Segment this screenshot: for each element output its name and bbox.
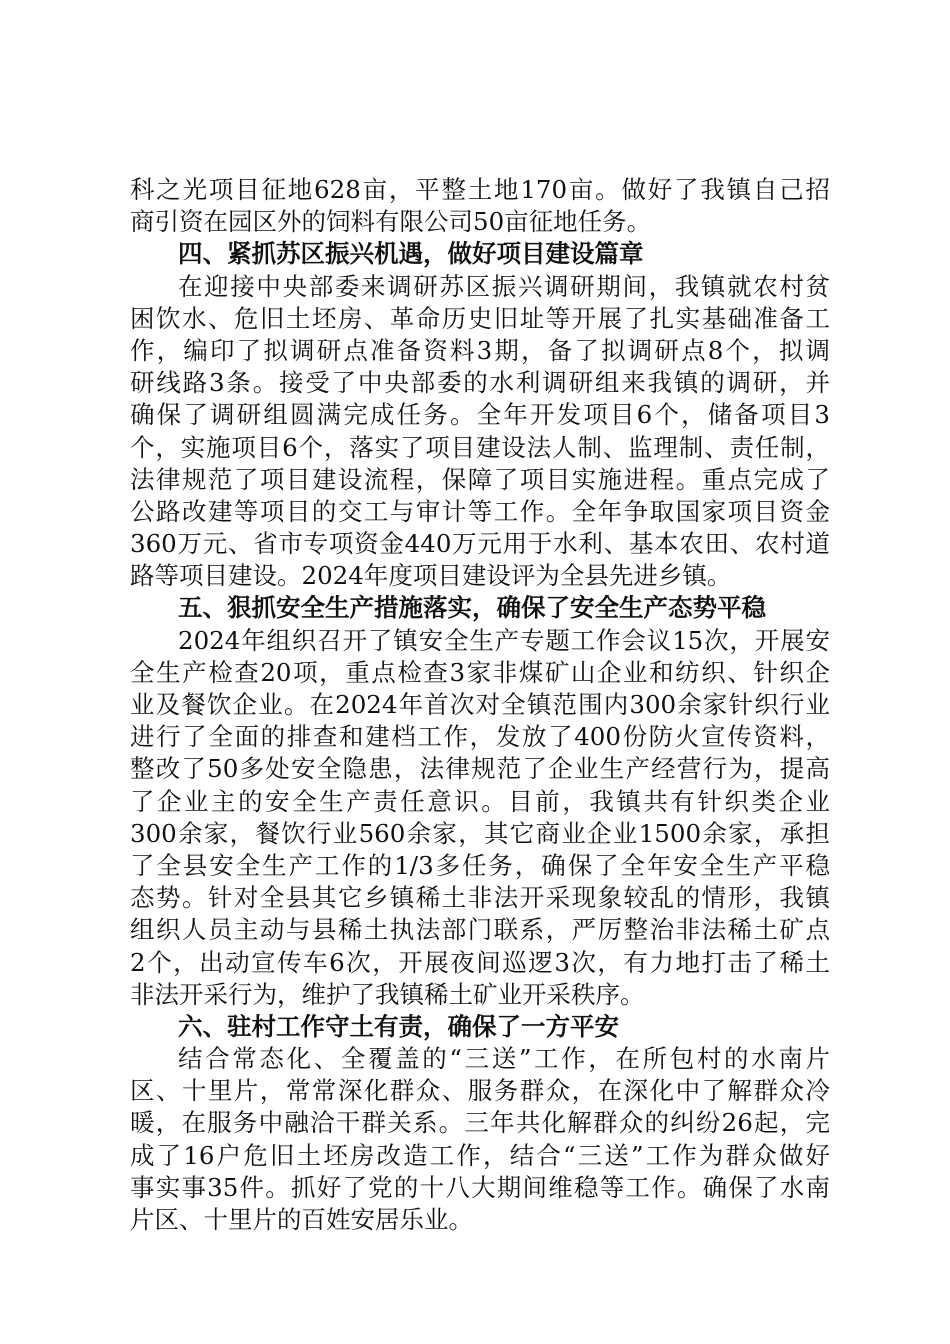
- paragraph-line: 确保了调研组圆满完成任务。全年开发项目6个，储备项目3: [130, 400, 830, 430]
- paragraph-line: 暖，在服务中融洽干群关系。三年共化解群众的纠纷26起，完: [130, 1108, 830, 1138]
- paragraph-line: 片区、十里片的百姓安居乐业。: [130, 1205, 473, 1234]
- paragraph-line: 个，实施项目6个，落实了项目建设法人制、监理制、责任制，: [130, 432, 830, 462]
- paragraph-line: 在迎接中央部委来调研苏区振兴调研期间，我镇就农村贫: [178, 271, 830, 301]
- section-heading: 四、紧抓苏区振兴机遇，做好项目建设篇章: [178, 239, 644, 269]
- paragraph-line: 全生产检查20项，重点检查3家非煤矿山企业和纺织、针织企: [130, 657, 830, 687]
- document-body: [130, 174, 830, 1236]
- paragraph-line: 困饮水、危旧土坯房、革命历史旧址等开展了扎实基础准备工: [130, 303, 830, 333]
- paragraph-line: 结合常态化、全覆盖的“三送”工作，在所包村的水南片: [178, 1044, 830, 1074]
- paragraph-line: 成了16户危旧土坯房改造工作，结合“三送”工作为群众做好: [130, 1140, 830, 1170]
- paragraph-line: 2024年组织召开了镇安全生产专题工作会议15次，开展安: [178, 625, 830, 655]
- paragraph-line: 360万元、省市专项资金440万元用于水利、基本农田、农村道: [130, 529, 830, 559]
- paragraph-line: 300余家，餐饮行业560余家，其它商业企业1500余家，承担: [130, 818, 830, 848]
- paragraph-line: 商引资在园区外的饲料有限公司50亩征地任务。: [130, 207, 652, 237]
- paragraph-line: 科之光项目征地628亩，平整土地170亩。做好了我镇自己招: [130, 175, 830, 204]
- paragraph-line: 非法开采行为，维护了我镇稀土矿业开采秩序。: [130, 979, 645, 1009]
- paragraph-line: 组织人员主动与县稀土执法部门联系，严厉整治非法稀土矿点: [130, 915, 830, 945]
- paragraph-line: 了企业主的安全生产责任意识。目前，我镇共有针织类企业: [130, 786, 830, 816]
- paragraph-line: 业及餐饮企业。在2024年首次对全镇范围内300余家针织行业: [130, 690, 830, 719]
- paragraph-line: 态势。针对全县其它乡镇稀土非法开采现象较乱的情形，我镇: [130, 883, 830, 913]
- paragraph-line: 区、十里片，常常深化群众、服务群众，在深化中了解群众冷: [130, 1076, 830, 1106]
- paragraph-line: 事实事35件。抓好了党的十八大期间维稳等工作。确保了水南: [130, 1172, 830, 1202]
- paragraph-line: 作，编印了拟调研点准备资料3期，备了拟调研点8个，拟调: [130, 335, 830, 365]
- section-heading: 五、狠抓安全生产措施落实，确保了安全生产态势平稳: [178, 593, 766, 623]
- paragraph-line: 研线路3条。接受了中央部委的水利调研组来我镇的调研，并: [130, 368, 830, 398]
- paragraph-line: 公路改建等项目的交工与审计等工作。全年争取国家项目资金: [130, 496, 830, 526]
- paragraph-line: 2个，出动宣传车6次，开展夜间巡逻3次，有力地打击了稀土: [130, 947, 830, 977]
- paragraph-line: 进行了全面的排查和建档工作，发放了400份防火宣传资料，: [130, 722, 830, 752]
- section-heading: 六、驻村工作守土有责，确保了一方平安: [178, 1011, 619, 1041]
- paragraph-line: 了全县安全生产工作的1/3多任务，确保了全年安全生产平稳: [130, 850, 830, 880]
- paragraph-line: 整改了50多处安全隐患，法律规范了企业生产经营行为，提高: [130, 754, 830, 784]
- paragraph-line: 路等项目建设。2024年度项目建设评为全县先进乡镇。: [130, 561, 732, 591]
- paragraph-line: 法律规范了项目建设流程，保障了项目实施进程。重点完成了: [130, 464, 830, 494]
